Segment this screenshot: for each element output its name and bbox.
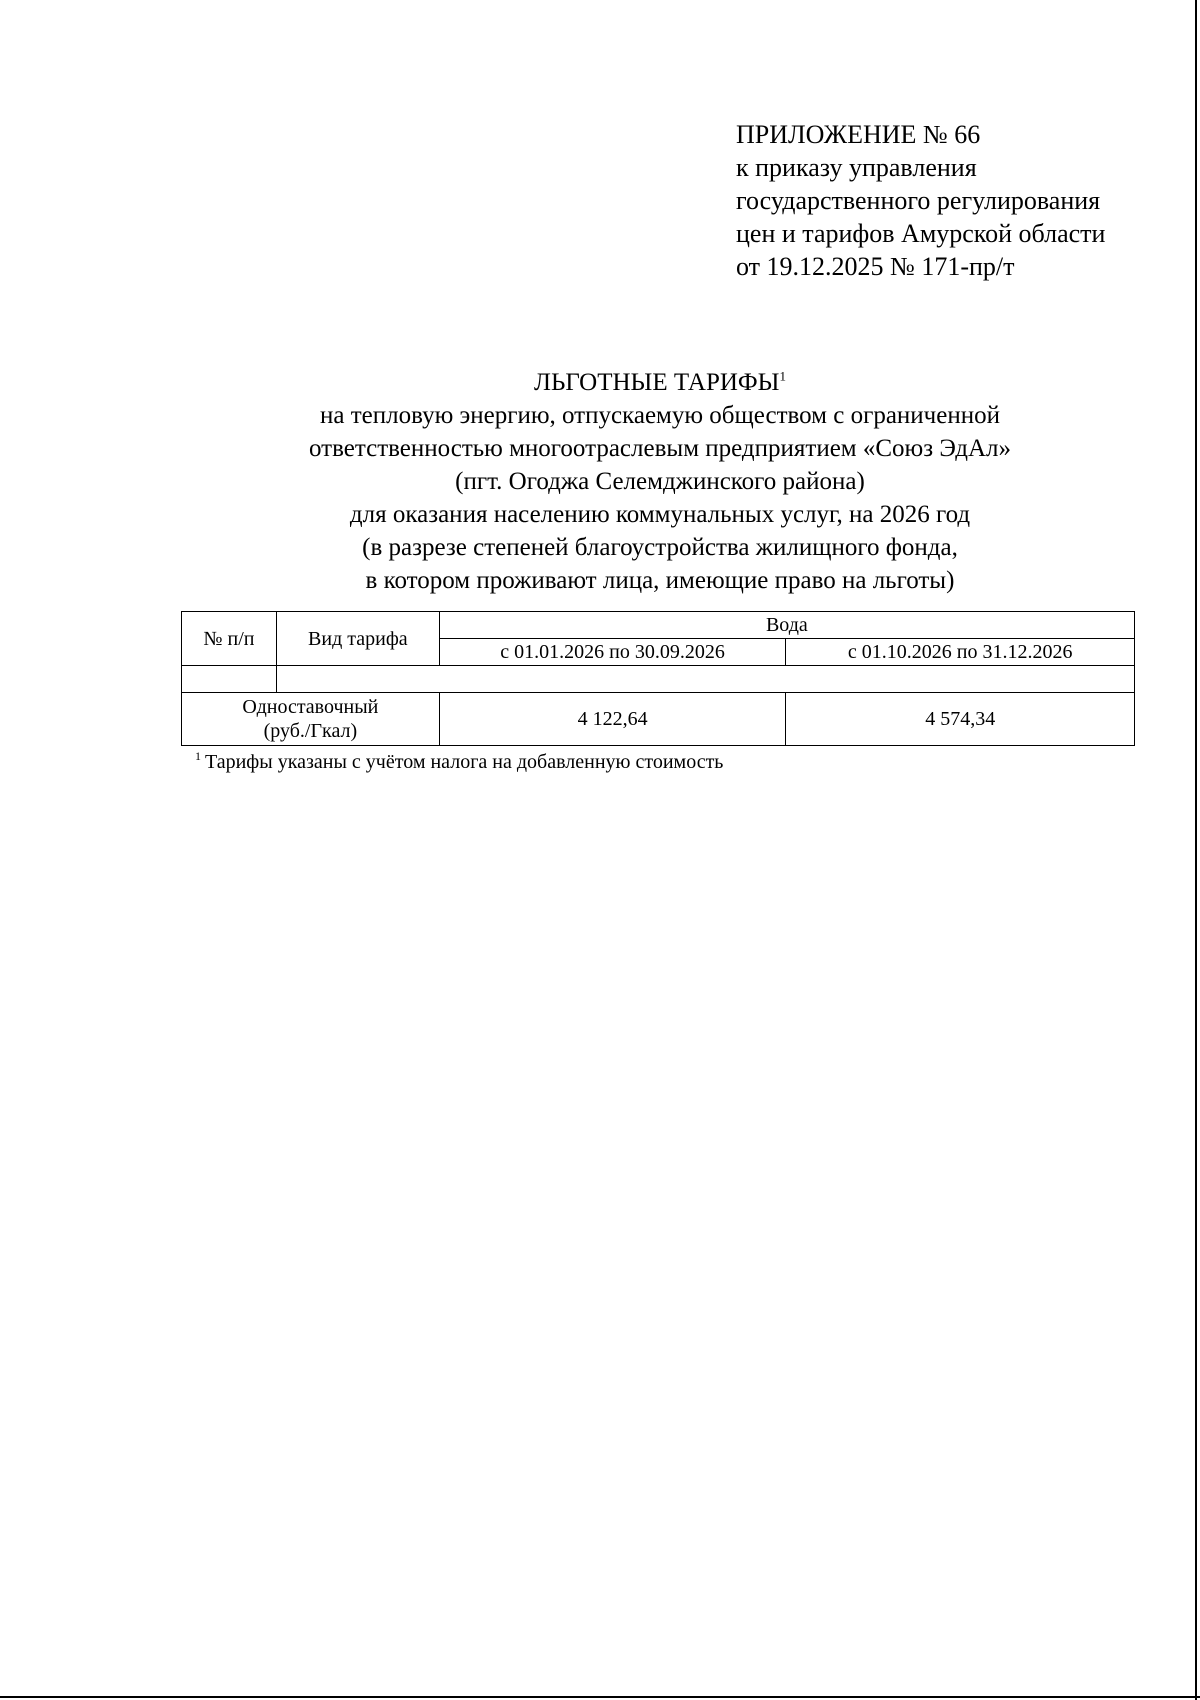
header-period-1: с 01.01.2026 по 30.09.2026	[439, 639, 786, 666]
tariff-table	[181, 611, 1135, 746]
row-value-period-2: 4 574,34	[786, 693, 1135, 746]
document-title	[0, 366, 1200, 597]
appendix-line-3: государственного регулирования	[736, 186, 1101, 215]
page-edge-bottom	[0, 1696, 1200, 1698]
header-period-2: с 01.10.2026 по 31.12.2026	[786, 639, 1135, 666]
header-number-cell: № п/п	[182, 612, 277, 666]
appendix-line-4: цен и тарифов Амурской области	[736, 219, 1106, 248]
title-main-text: ЛЬГОТНЫЕ ТАРИФЫ	[534, 369, 780, 396]
appendix-number: ПРИЛОЖЕНИЕ № 66	[736, 120, 981, 149]
title-line-2: ответственностью многоотраслевым предприятием «Союз ЭдАл»	[309, 435, 1011, 462]
title-main-line	[0, 366, 1200, 399]
empty-cell-span	[276, 666, 1134, 693]
empty-cell-number	[182, 666, 277, 693]
header-tariff-type-cell: Вид тарифа	[276, 612, 439, 666]
appendix-line-2: к приказу управления	[736, 153, 977, 182]
row-value-period-1: 4 122,64	[439, 693, 786, 746]
header-water-cell: Вода	[439, 612, 1134, 639]
title-line-6: в котором проживают лица, имеющие право на льготы)	[365, 567, 955, 594]
footnote	[195, 750, 723, 774]
title-line-5: (в разрезе степеней благоустройства жилищного фонда,	[362, 534, 958, 561]
title-footnote-mark: 1	[779, 368, 786, 384]
footnote-text: Тарифы указаны с учётом налога на добавленную стоимость	[205, 751, 724, 773]
table-row	[182, 693, 1135, 746]
title-line-4: для оказания населению коммунальных услуг, на 2026 год	[349, 501, 971, 528]
appendix-order-date: от 19.12.2025 № 171-пр/т	[736, 252, 1015, 281]
table-header-row	[182, 612, 1135, 639]
footnote-mark: 1	[195, 749, 201, 764]
appendix-header	[736, 118, 1105, 283]
title-line-1: на тепловую энергию, отпускаемую обществом с ограниченной	[320, 402, 1000, 429]
title-line-3: (пгт. Огоджа Селемджинского района)	[455, 468, 865, 495]
row-tariff-type-line-2: (руб./Гкал)	[263, 720, 358, 742]
row-tariff-type-line-1: Одноставочный	[242, 696, 379, 718]
table-empty-row	[182, 666, 1135, 693]
row-tariff-type-cell	[182, 693, 440, 746]
page-edge-right	[1195, 0, 1197, 1700]
